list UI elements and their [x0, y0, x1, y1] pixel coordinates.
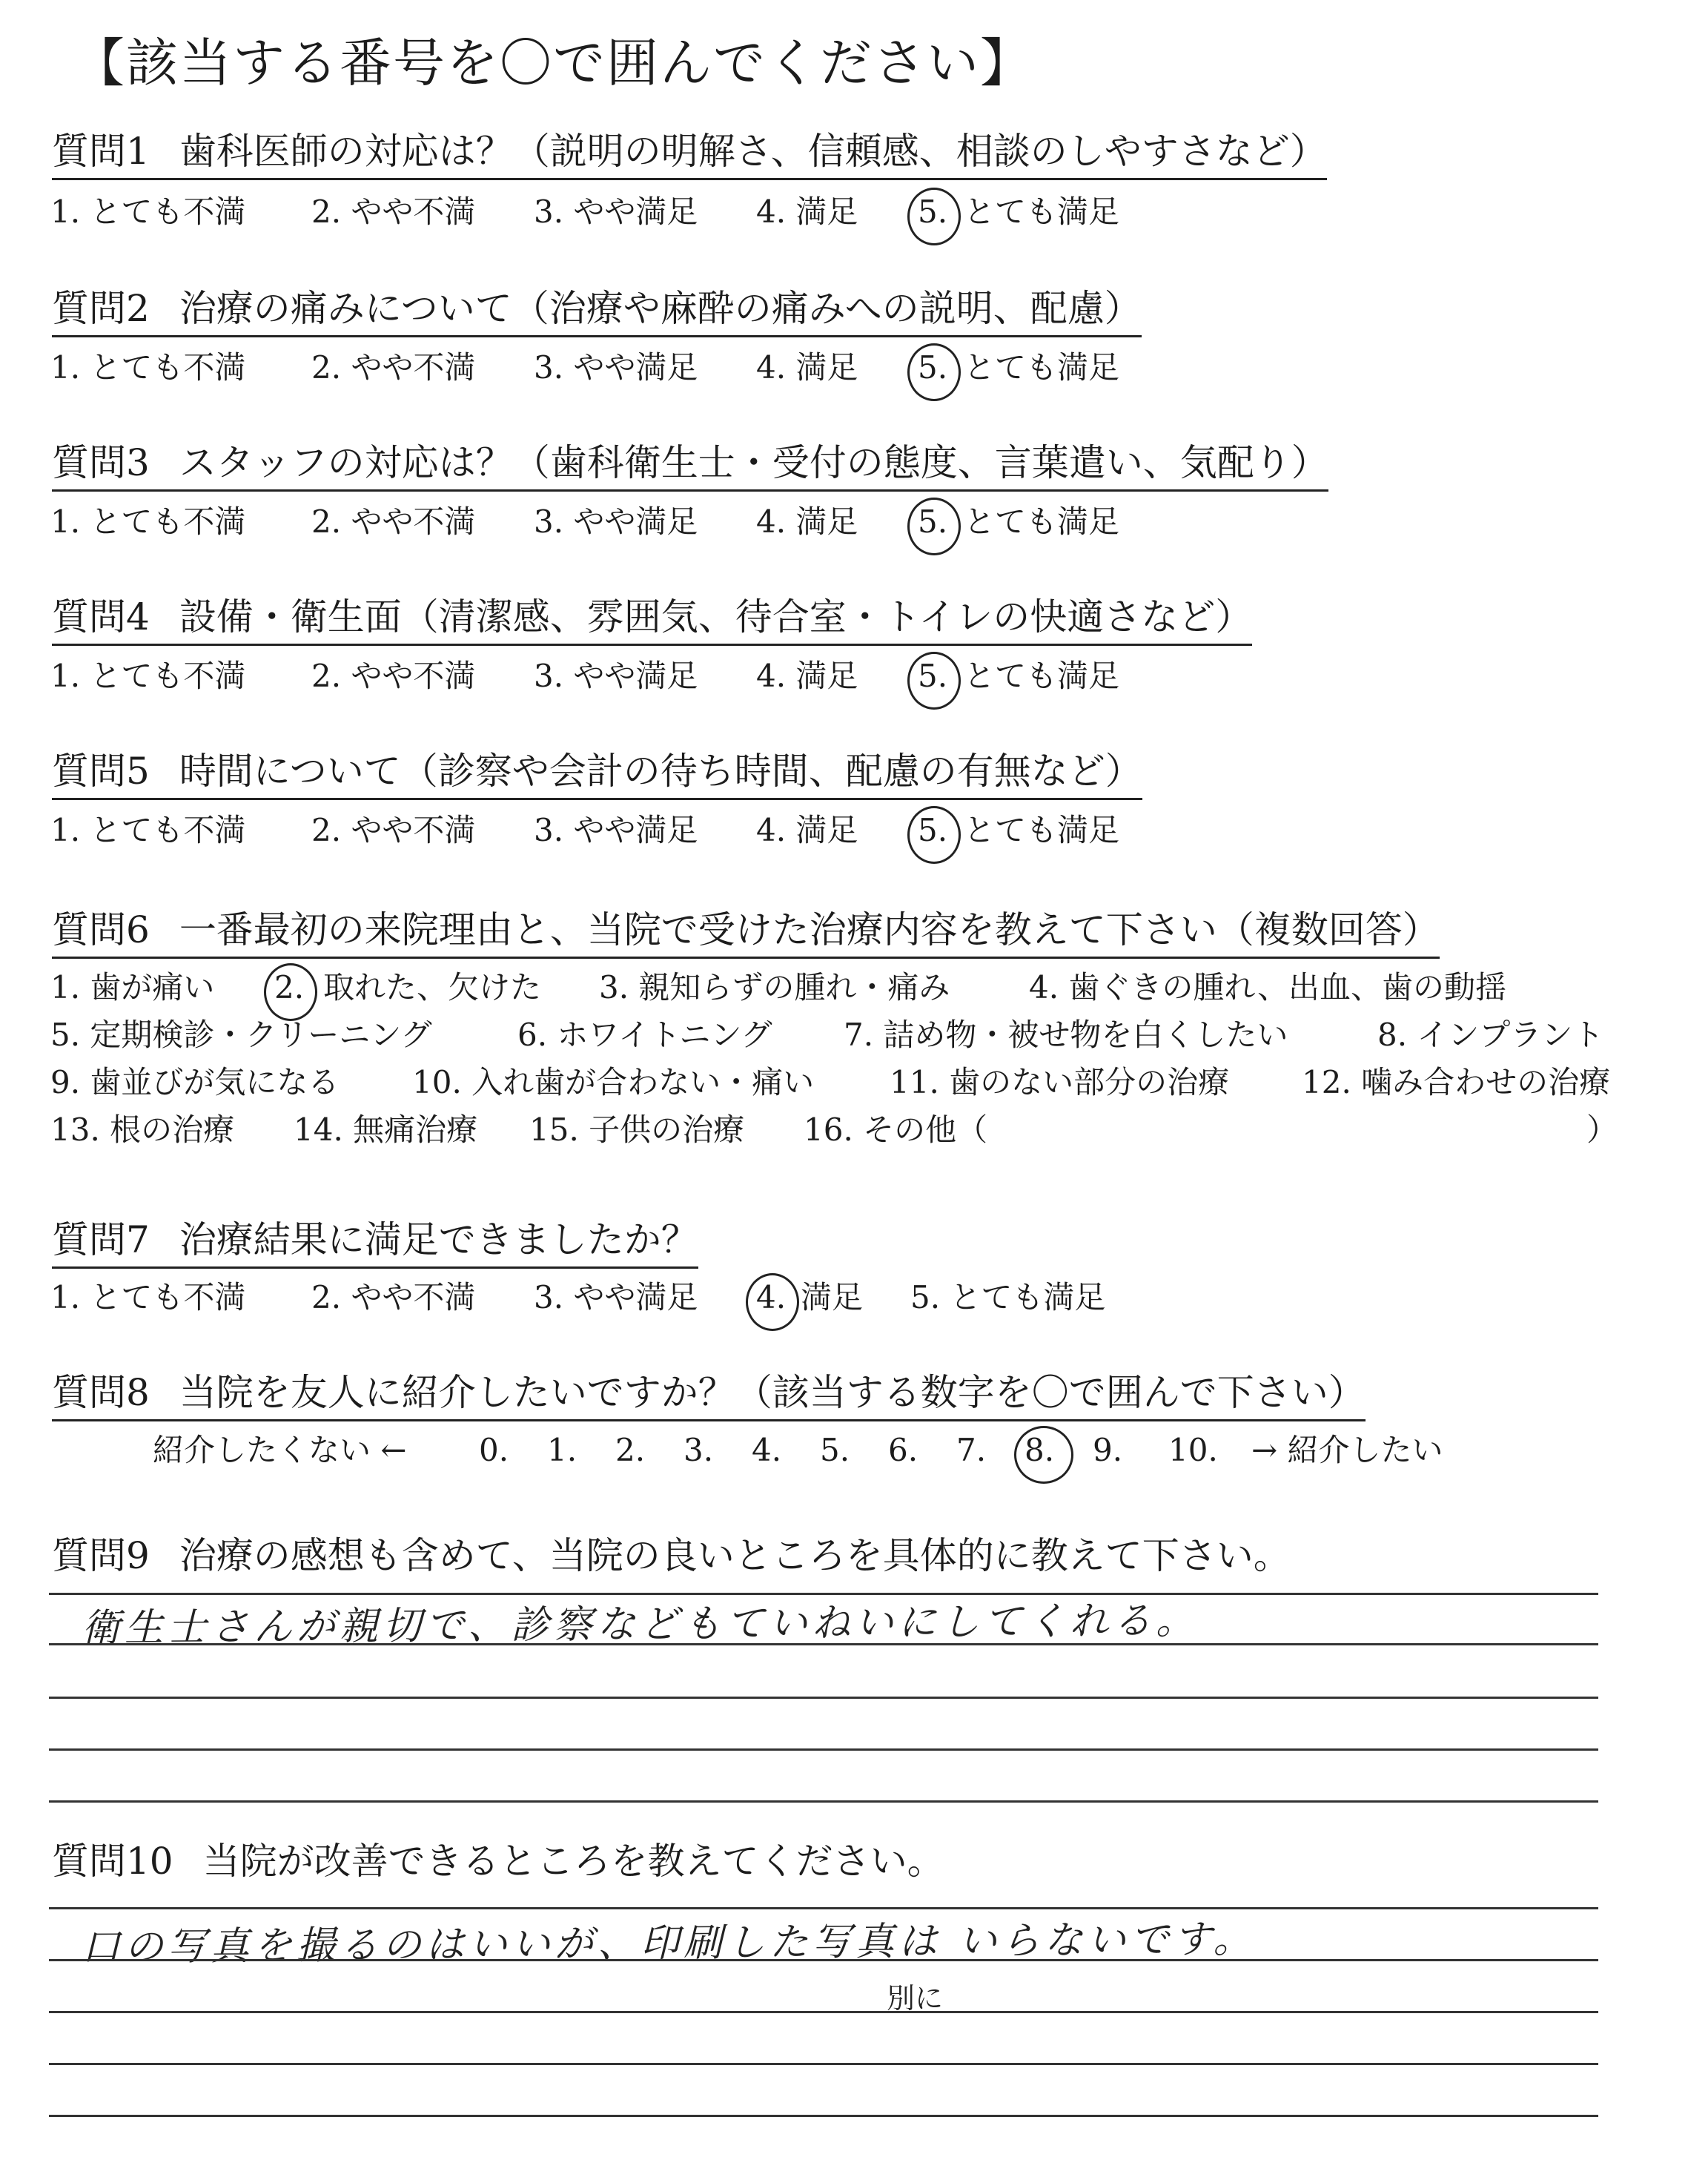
option-1[interactable]: 1. とても不満 — [50, 1279, 246, 1315]
scale-9[interactable]: 9. — [1093, 1432, 1123, 1468]
option-11[interactable]: 11. 歯のない部分の治療 — [890, 1064, 1230, 1100]
question-number: 質問8 — [52, 1371, 150, 1414]
scale-3[interactable]: 3. — [683, 1432, 714, 1468]
option-1[interactable]: 1. とても不満 — [50, 194, 246, 230]
selection-circle — [907, 188, 961, 245]
answer-line — [49, 2115, 1598, 2117]
option-4[interactable]: 4. 満足 — [756, 503, 858, 540]
question-text: 一番最初の来院理由と、当院で受けた治療内容を教えて下さい（複数回答） — [179, 908, 1440, 951]
question-text: 時間について（診察や会計の待ち時間、配慮の有無など） — [179, 750, 1142, 793]
option-16[interactable]: 16. その他（ — [804, 1112, 988, 1148]
question-7-options — [50, 1277, 1106, 1318]
question-6-row-1 — [50, 967, 1506, 1008]
option-5-selected[interactable]: 5. — [918, 658, 947, 694]
option-3[interactable]: 3. やや満足 — [534, 194, 698, 230]
scale-8-selected[interactable]: 8. — [1025, 1432, 1054, 1468]
answer-line — [49, 2011, 1598, 2013]
scale-right-label: → 紹介したい — [1251, 1432, 1443, 1468]
option-5-label: とても満足 — [964, 812, 1120, 848]
question-text: 治療結果に満足できましたか？ — [179, 1218, 698, 1261]
option-3[interactable]: 3. やや満足 — [534, 812, 698, 848]
option-13[interactable]: 13. 根の治療 — [50, 1112, 235, 1148]
option-5[interactable]: 5. とても満足 — [910, 1279, 1106, 1315]
answer-line — [49, 1748, 1598, 1751]
option-4[interactable]: 4. 歯ぐきの腫れ、出血、歯の動揺 — [1029, 969, 1506, 1005]
option-3[interactable]: 3. やや満足 — [534, 658, 698, 694]
question-text: 治療の感想も含めて、当院の良いところを具体的に教えて下さい。 — [179, 1534, 1291, 1577]
question-8-scale — [50, 1430, 1443, 1471]
question-number: 質問10 — [52, 1840, 173, 1883]
option-6[interactable]: 6. ホワイトニング — [517, 1017, 772, 1053]
answer-line — [49, 1800, 1598, 1803]
option-3[interactable]: 3. 親知らずの腫れ・痛み — [599, 969, 950, 1005]
option-2[interactable]: 2. やや不満 — [311, 812, 476, 848]
option-5-label: とても満足 — [964, 658, 1120, 694]
option-1[interactable]: 1. とても不満 — [50, 349, 246, 386]
selection-circle — [746, 1273, 799, 1331]
question-4-heading — [52, 593, 1252, 646]
option-14[interactable]: 14. 無痛治療 — [294, 1112, 478, 1148]
question-9-heading — [52, 1532, 1291, 1582]
question-8-heading — [52, 1369, 1366, 1421]
option-1[interactable]: 1. 歯が痛い — [50, 969, 215, 1005]
question-1-heading — [52, 128, 1327, 180]
option-2[interactable]: 2. やや不満 — [311, 1279, 476, 1315]
insertion-note: 別に — [887, 1982, 944, 2015]
scale-7[interactable]: 7. — [956, 1432, 987, 1468]
option-2-label: 取れた、欠けた — [323, 969, 542, 1005]
option-7[interactable]: 7. 詰め物・被せ物を白くしたい — [844, 1017, 1288, 1053]
option-4-label: 満足 — [801, 1279, 864, 1315]
selection-circle — [907, 498, 961, 555]
option-1[interactable]: 1. とても不満 — [50, 812, 246, 848]
selection-circle — [907, 652, 961, 710]
page-title: 【該当する番号を〇で囲んでください】 — [73, 33, 1033, 93]
question-2-heading — [52, 285, 1142, 337]
answer-line — [49, 1697, 1598, 1699]
answer-line — [49, 1643, 1598, 1645]
option-5-label: とても満足 — [964, 349, 1120, 386]
option-4-selected[interactable]: 4. — [756, 1279, 786, 1315]
scale-1[interactable]: 1. — [547, 1432, 577, 1468]
scale-10[interactable]: 10. — [1168, 1432, 1218, 1468]
question-number: 質問6 — [52, 908, 150, 951]
question-9-answer[interactable]: 衛生士さんが親切で、診察などもていねいにしてくれる。 — [81, 1598, 1199, 1651]
selection-circle — [1014, 1426, 1073, 1484]
option-5[interactable]: 5. 定期検診・クリーニング — [50, 1017, 432, 1053]
option-8[interactable]: 8. インプラント — [1377, 1017, 1604, 1053]
option-3[interactable]: 3. やや満足 — [534, 503, 698, 540]
scale-5[interactable]: 5. — [820, 1432, 850, 1468]
question-text: 治療の痛みについて（治療や麻酔の痛みへの説明、配慮） — [179, 287, 1142, 330]
question-number: 質問2 — [52, 287, 150, 330]
question-3-options — [50, 501, 1120, 543]
option-2[interactable]: 2. やや不満 — [311, 349, 476, 386]
option-10[interactable]: 10. 入れ歯が合わない・痛い — [412, 1064, 815, 1100]
question-number: 質問1 — [52, 130, 150, 173]
question-6-heading — [52, 906, 1440, 959]
question-text: 当院が改善できるところを教えてください。 — [202, 1840, 944, 1883]
option-2[interactable]: 2. やや不満 — [311, 503, 476, 540]
option-5-label: とても満足 — [964, 503, 1120, 540]
option-4[interactable]: 4. 満足 — [756, 658, 858, 694]
question-5-options — [50, 810, 1120, 851]
scale-6[interactable]: 6. — [888, 1432, 918, 1468]
selection-circle — [907, 806, 961, 864]
question-text: 当院を友人に紹介したいですか？（該当する数字を〇で囲んで下さい） — [179, 1371, 1366, 1414]
option-2[interactable]: 2. やや不満 — [311, 194, 476, 230]
answer-line — [49, 1907, 1598, 1909]
option-5-label: とても満足 — [964, 194, 1120, 230]
question-7-heading — [52, 1216, 698, 1269]
answer-line — [49, 2063, 1598, 2065]
option-5-selected[interactable]: 5. — [918, 812, 947, 848]
option-12[interactable]: 12. 噛み合わせの治療 — [1302, 1064, 1611, 1100]
option-5-selected[interactable]: 5. — [918, 194, 947, 230]
scale-2[interactable]: 2. — [615, 1432, 646, 1468]
answer-line — [49, 1593, 1598, 1595]
question-5-heading — [52, 747, 1142, 800]
option-9[interactable]: 9. 歯並びが気になる — [50, 1064, 340, 1100]
scale-left-label: 紹介したくない ← — [153, 1432, 407, 1468]
scale-0[interactable]: 0. — [479, 1432, 509, 1468]
question-text: スタッフの対応は？（歯科衛生士・受付の態度、言葉遣い、気配り） — [179, 441, 1328, 484]
question-text: 歯科医師の対応は？（説明の明解さ、信頼感、相談のしやすさなど） — [179, 130, 1327, 173]
option-2[interactable]: 2. やや不満 — [311, 658, 476, 694]
question-2-options — [50, 347, 1120, 389]
option-5-selected[interactable]: 5. — [918, 503, 947, 540]
question-number: 質問5 — [52, 750, 150, 793]
option-3[interactable]: 3. やや満足 — [534, 349, 698, 386]
question-3-heading — [52, 439, 1328, 492]
option-4[interactable]: 4. 満足 — [756, 194, 858, 230]
selection-circle — [907, 343, 961, 401]
selection-circle — [264, 963, 317, 1021]
option-15[interactable]: 15. 子供の治療 — [529, 1112, 745, 1148]
option-4[interactable]: 4. 満足 — [756, 812, 858, 848]
question-4-options — [50, 655, 1120, 697]
option-5-selected[interactable]: 5. — [918, 349, 947, 386]
question-number: 質問3 — [52, 441, 150, 484]
option-3[interactable]: 3. やや満足 — [534, 1279, 698, 1315]
option-4[interactable]: 4. 満足 — [756, 349, 858, 386]
option-16-close-paren: ） — [1586, 1112, 1618, 1148]
option-1[interactable]: 1. とても不満 — [50, 658, 246, 694]
question-number: 質問4 — [52, 595, 150, 638]
answer-line — [49, 1959, 1598, 1961]
question-text: 設備・衛生面（清潔感、雰囲気、待合室・トイレの快適さなど） — [179, 595, 1253, 638]
question-number: 質問9 — [52, 1534, 150, 1577]
question-10-answer[interactable]: 口の写真を撮るのはいいが、印刷した写真は いらないです。 — [81, 1917, 1257, 1970]
question-10-heading — [52, 1837, 944, 1888]
option-1[interactable]: 1. とても不満 — [50, 503, 246, 540]
option-2-selected[interactable]: 2. — [274, 969, 304, 1005]
scale-4[interactable]: 4. — [752, 1432, 782, 1468]
question-1-options — [50, 191, 1120, 233]
question-number: 質問7 — [52, 1218, 150, 1261]
